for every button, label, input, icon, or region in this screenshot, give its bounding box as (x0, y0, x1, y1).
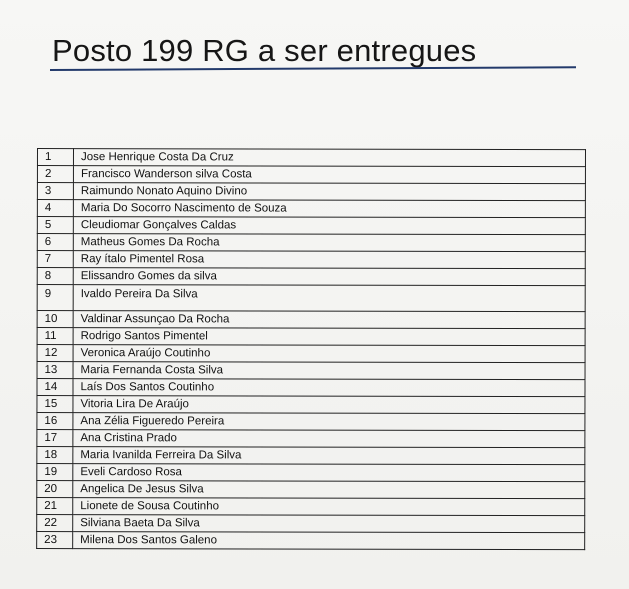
table-row (37, 515, 585, 533)
row-number: 1 (37, 149, 73, 166)
table-row (37, 166, 585, 184)
table-row (37, 285, 585, 312)
person-name: Francisco Wanderson silva Costa (73, 166, 585, 184)
row-number: 11 (37, 328, 73, 345)
row-number: 16 (37, 413, 73, 430)
table-row (37, 183, 585, 201)
person-name: Silviana Baeta Da Silva (73, 515, 585, 533)
person-name: Ivaldo Pereira Da Silva (73, 285, 585, 312)
person-name: Laís Dos Santos Coutinho (73, 379, 585, 397)
table-row (37, 328, 585, 346)
page-title: Posto 199 RG a ser entregues (52, 33, 477, 68)
table-row (37, 311, 585, 329)
person-name: Ray ítalo Pimentel Rosa (73, 251, 585, 269)
table-row (37, 498, 585, 516)
table-row (37, 268, 585, 286)
row-number: 10 (37, 311, 73, 328)
table-row (37, 149, 585, 167)
table-row (37, 430, 585, 448)
rg-list-table (36, 148, 586, 550)
row-number: 9 (37, 285, 73, 311)
person-name: Ana Cristina Prado (73, 430, 585, 448)
person-name: Matheus Gomes Da Rocha (73, 234, 585, 252)
person-name: Valdinar Assunçao Da Rocha (73, 311, 585, 329)
person-name: Rodrigo Santos Pimentel (73, 328, 585, 346)
row-number: 23 (37, 532, 73, 549)
table-row (37, 362, 585, 380)
person-name: Veronica Araújo Coutinho (73, 345, 585, 363)
person-name: Maria Ivanilda Ferreira Da Silva (73, 447, 585, 465)
table-row (37, 532, 585, 550)
table-row (37, 396, 585, 414)
table-row (37, 234, 585, 252)
person-name: Maria Fernanda Costa Silva (73, 362, 585, 380)
row-number: 12 (37, 345, 73, 362)
row-number: 13 (37, 362, 73, 379)
person-name: Elissandro Gomes da silva (73, 268, 585, 286)
table-row (37, 447, 585, 465)
table-row (37, 251, 585, 269)
table-row (37, 379, 585, 397)
row-number: 8 (37, 268, 73, 285)
person-name: Angelica De Jesus Silva (73, 481, 585, 499)
row-number: 17 (37, 430, 73, 447)
person-name: Raimundo Nonato Aquino Divino (73, 183, 585, 201)
row-number: 19 (37, 464, 73, 481)
row-number: 21 (37, 498, 73, 515)
person-name: Milena Dos Santos Galeno (73, 532, 585, 550)
table-row (37, 200, 585, 218)
row-number: 3 (37, 183, 73, 200)
table-row (37, 481, 585, 499)
row-number: 5 (37, 217, 73, 234)
row-number: 7 (37, 251, 73, 268)
table-row (37, 345, 585, 363)
row-number: 15 (37, 396, 73, 413)
table-row (37, 413, 585, 431)
row-number: 18 (37, 447, 73, 464)
row-number: 4 (37, 200, 73, 217)
row-number: 22 (37, 515, 73, 532)
person-name: Ana Zélia Figueredo Pereira (73, 413, 585, 431)
row-number: 2 (37, 166, 73, 183)
table-row (37, 464, 585, 482)
row-number: 6 (37, 234, 73, 251)
person-name: Eveli Cardoso Rosa (73, 464, 585, 482)
table-row (37, 217, 585, 235)
row-number: 20 (37, 481, 73, 498)
person-name: Maria Do Socorro Nascimento de Souza (73, 200, 585, 218)
person-name: Jose Henrique Costa Da Cruz (73, 149, 585, 167)
person-name: Cleudiomar Gonçalves Caldas (73, 217, 585, 235)
row-number: 14 (37, 379, 73, 396)
person-name: Lionete de Sousa Coutinho (73, 498, 585, 516)
person-name: Vitoria Lira De Araújo (73, 396, 585, 414)
